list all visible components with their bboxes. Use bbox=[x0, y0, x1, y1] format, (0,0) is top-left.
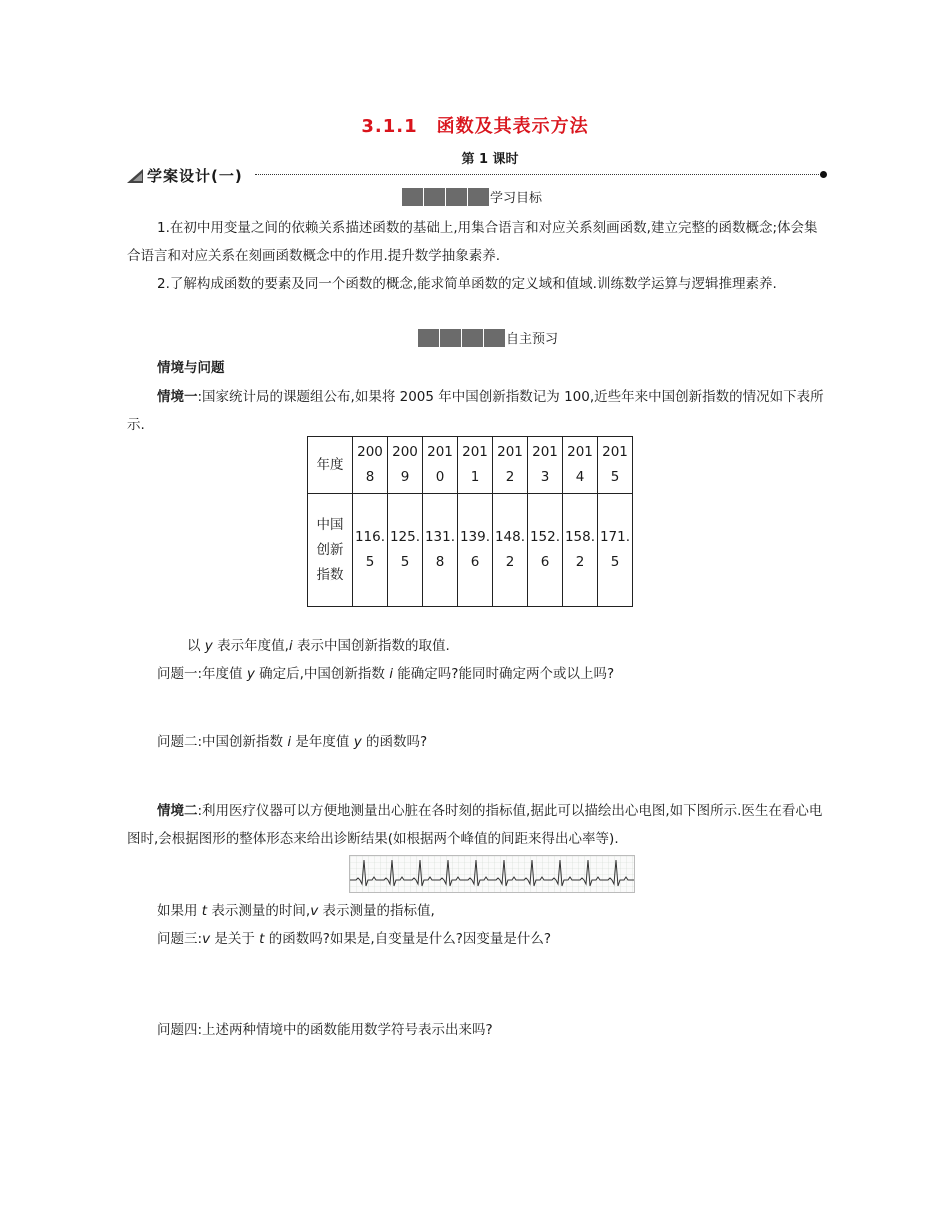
table-header-index bbox=[308, 494, 353, 607]
table-cell bbox=[458, 494, 493, 607]
text: 的函数吗?如果是,自变量是什么?因变量是什么? bbox=[264, 931, 552, 947]
dotted-line bbox=[255, 174, 821, 175]
value-2008: 116.5 bbox=[354, 529, 386, 570]
var-y: y bbox=[353, 734, 362, 750]
table-cell bbox=[598, 437, 633, 494]
situation-heading: 情境与问题 bbox=[157, 360, 225, 376]
var-i: i bbox=[288, 638, 293, 654]
var-v: v bbox=[310, 903, 319, 919]
section-banner bbox=[127, 163, 827, 187]
text: 表示测量的时间, bbox=[207, 903, 311, 919]
year-2015: 2015 bbox=[602, 444, 628, 485]
question-1 bbox=[157, 660, 614, 688]
var-v: v bbox=[202, 931, 211, 947]
question-2 bbox=[157, 728, 427, 756]
text: 如果用 bbox=[157, 903, 202, 919]
var-i: i bbox=[287, 734, 292, 750]
situation-2 bbox=[127, 797, 827, 853]
year-2010: 2010 bbox=[427, 444, 453, 485]
lesson-label: 第 1 课时 bbox=[461, 152, 519, 167]
dot-icon bbox=[820, 171, 827, 178]
table-cell bbox=[493, 494, 528, 607]
text: 问题一:年度值 bbox=[157, 666, 247, 682]
text: 问题三: bbox=[157, 931, 203, 947]
value-2015: 171.5 bbox=[599, 529, 631, 570]
question-4: 问题四:上述两种情境中的函数能用数学符号表示出来吗? bbox=[157, 1022, 493, 1038]
text: 的函数吗? bbox=[361, 734, 428, 750]
ecg-image bbox=[349, 855, 635, 893]
table-cell bbox=[458, 437, 493, 494]
text: 表示年度值, bbox=[212, 638, 289, 654]
table-cell bbox=[388, 437, 423, 494]
table-cell bbox=[423, 494, 458, 607]
var-y: y bbox=[204, 638, 213, 654]
index-header-text: 中国创新指数 bbox=[316, 516, 344, 583]
table-cell bbox=[423, 437, 458, 494]
objectives-heading-text: 学习目标 bbox=[490, 191, 543, 206]
year-2008: 2008 bbox=[357, 444, 383, 485]
situation-2-label: 情境二 bbox=[157, 803, 198, 819]
table-cell bbox=[353, 494, 388, 607]
text: 是关于 bbox=[210, 931, 260, 947]
innovation-index-table bbox=[307, 436, 633, 607]
table-row bbox=[308, 437, 633, 494]
value-2011: 139.6 bbox=[459, 529, 491, 570]
table-cell bbox=[493, 437, 528, 494]
year-2009: 2009 bbox=[392, 444, 418, 485]
text: 确定后,中国创新指数 bbox=[254, 666, 390, 682]
var-i: i bbox=[389, 666, 393, 682]
situation-1-label: 情境一 bbox=[157, 389, 198, 405]
table-cell bbox=[353, 437, 388, 494]
text: 表示中国创新指数的取值. bbox=[292, 638, 450, 654]
banner-label: 学案设计(一) bbox=[147, 167, 243, 185]
text: 能确定吗?能同时确定两个或以上吗? bbox=[392, 666, 615, 682]
value-2009: 125.5 bbox=[389, 529, 421, 570]
table-caption bbox=[187, 632, 450, 660]
situation-1-text: :国家统计局的课题组公布,如果将 2005 年中国创新指数记为 100,近些年来中国创新指数的情况如下表所示. bbox=[127, 389, 824, 433]
situation-2-text: :利用医疗仪器可以方便地测量出心脏在各时刻的指标值,据此可以描绘出心电图,如下图所示.医生在看心电图时,会根据图形的整体形态来给出诊断结果(如根据两个峰值的间距来得出心率等). bbox=[127, 803, 823, 847]
ecg-graphic bbox=[350, 856, 634, 892]
table-cell bbox=[598, 494, 633, 607]
measure-definition bbox=[157, 897, 435, 925]
text: 以 bbox=[187, 638, 201, 654]
year-2011: 2011 bbox=[462, 444, 488, 485]
preview-heading-text: 自主预习 bbox=[506, 332, 559, 347]
table-cell bbox=[528, 494, 563, 607]
table-cell bbox=[528, 437, 563, 494]
year-2012: 2012 bbox=[497, 444, 523, 485]
text: 问题二:中国创新指数 bbox=[157, 734, 288, 750]
triangle-icon bbox=[127, 169, 143, 183]
table-cell bbox=[563, 437, 598, 494]
objectives-heading bbox=[402, 187, 542, 206]
var-y: y bbox=[246, 666, 255, 682]
value-2010: 131.8 bbox=[424, 529, 456, 570]
block-decoration bbox=[418, 329, 506, 347]
table-cell bbox=[563, 494, 598, 607]
objective-1: 1.在初中用变量之间的依赖关系描述函数的基础上,用集合语言和对应关系刻画函数,建立完整的函数概念;体会集合语言和对应关系在刻画函数概念中的作用.提升数学抽象素养. bbox=[127, 220, 818, 264]
var-t: t bbox=[201, 903, 208, 919]
year-2014: 2014 bbox=[567, 444, 593, 485]
table-row bbox=[308, 494, 633, 607]
text: 是年度值 bbox=[291, 734, 354, 750]
preview-heading bbox=[418, 328, 558, 347]
table-cell bbox=[388, 494, 423, 607]
question-3 bbox=[157, 925, 551, 953]
page-title: 3.1.1 函数及其表示方法 bbox=[361, 116, 589, 137]
value-2013: 152.6 bbox=[529, 529, 561, 570]
year-2013: 2013 bbox=[532, 444, 558, 485]
value-2014: 158.2 bbox=[564, 529, 596, 570]
objective-2: 2.了解构成函数的要素及同一个函数的概念,能求简单函数的定义域和值域.训练数学运算与逻辑推理素养. bbox=[157, 276, 777, 292]
block-decoration bbox=[402, 188, 490, 206]
value-2012: 148.2 bbox=[494, 529, 526, 570]
table-header-year: 年度 bbox=[308, 437, 353, 494]
text: 表示测量的指标值, bbox=[318, 903, 435, 919]
var-t: t bbox=[259, 931, 265, 947]
situation-1 bbox=[127, 383, 827, 439]
